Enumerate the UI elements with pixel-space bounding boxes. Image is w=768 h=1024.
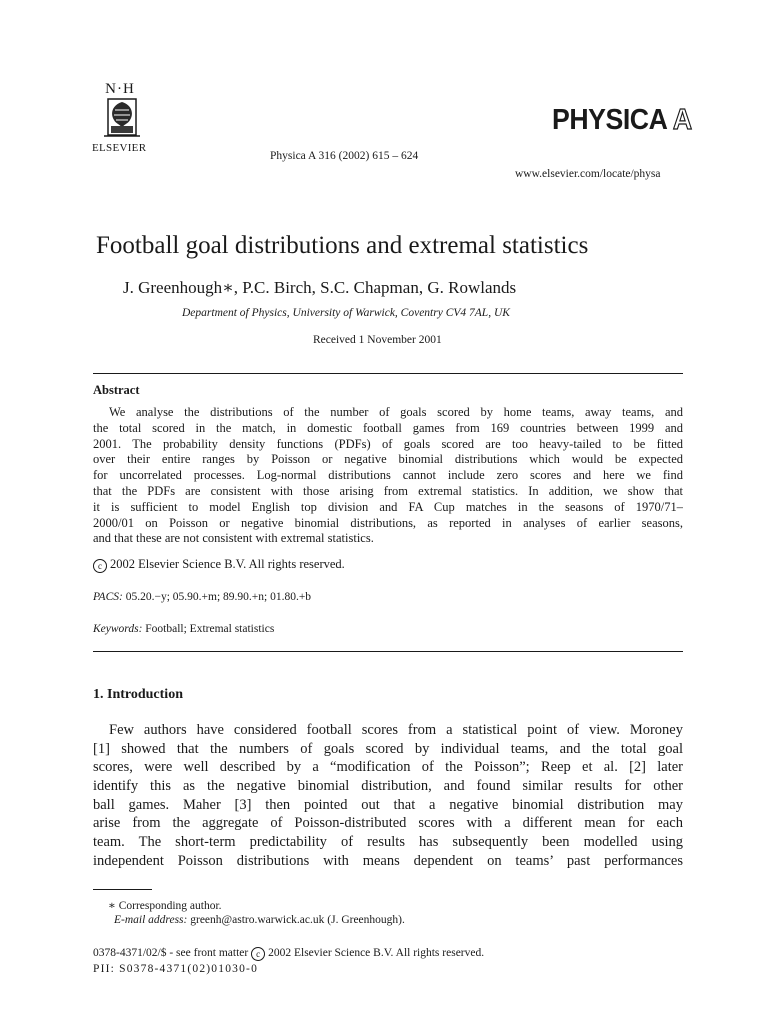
copyright-icon: c: [93, 559, 107, 573]
pacs-label: PACS:: [93, 591, 123, 603]
abstract-line: We analyse the distributions of the number of goals scored by home teams, away teams, and: [109, 405, 683, 419]
front-matter: [93, 947, 484, 961]
journal-logo-letter: A: [672, 104, 692, 136]
north-holland-mark: N·H: [105, 81, 135, 97]
copyright-icon: c: [251, 947, 265, 961]
abstract-heading: Abstract: [93, 383, 140, 397]
divider-bottom: [93, 651, 683, 652]
journal-reference: Physica A 316 (2002) 615 – 624: [270, 150, 419, 162]
abstract-line: it is sufficient to model English top division and FA Cup matches in the seasons of 1970/71–: [93, 499, 683, 514]
intro-line: identify this as the negative binomial distribution, and found similar results for other: [93, 778, 683, 795]
article-title: Football goal distributions and extremal statistics: [96, 232, 589, 259]
footnote-corresponding: ∗ Corresponding author.: [108, 900, 222, 912]
copyright-text: 2002 Elsevier Science B.V. All rights reserved.: [110, 557, 345, 571]
journal-logo: [552, 104, 692, 137]
intro-line: ball games. Maher [3] then pointed out that a negative binomial distribution may: [93, 796, 683, 813]
received-date: Received 1 November 2001: [313, 334, 442, 346]
intro-line: arise from the aggregate of Poisson-distributed scores with a different mean for each: [93, 815, 683, 832]
abstract-line: 2000/01 on Poisson or negative binomial distributions, as reported in analyses of earlier seasons,: [93, 515, 683, 530]
abstract-copyright: [93, 557, 345, 573]
divider-top: [93, 373, 683, 374]
pacs-codes: [93, 591, 311, 603]
abstract-body: [93, 405, 683, 547]
elsevier-logo: [92, 82, 158, 154]
email-address[interactable]: greenh@astro.warwick.ac.uk (J. Greenhough).: [190, 914, 405, 926]
footnote-rule: [93, 889, 152, 890]
journal-logo-main: PHYSICA: [552, 104, 668, 136]
abstract-line: the total scored in the match, in domestic football games from 169 countries between 1999 and: [93, 420, 683, 435]
footnote-email: [114, 914, 405, 926]
journal-url[interactable]: www.elsevier.com/locate/physa: [515, 168, 661, 180]
keywords-values: Football; Extremal statistics: [145, 623, 275, 635]
abstract-line: that the PDFs are consistent with those arising from extremal statistics. In addition, we show that: [93, 483, 683, 498]
author-list: J. Greenhough∗, P.C. Birch, S.C. Chapman, G. Rowlands: [123, 278, 517, 297]
issn: 0378-4371/02/$ - see front matter: [93, 947, 249, 959]
email-label: E-mail address:: [114, 914, 188, 926]
abstract-line: and that these are not consistent with extremal statistics.: [93, 531, 374, 546]
pacs-values: 05.20.−y; 05.90.+m; 89.90.+n; 01.80.+b: [125, 591, 312, 603]
introduction-body: [93, 721, 683, 871]
abstract-line: 2001. The probability density functions (PDFs) of goals scored are too heavy-tailed to be fitted: [93, 436, 683, 451]
intro-line: independent Poisson distributions with means dependent on teams’ past performances: [93, 852, 683, 869]
intro-line: team. The short-term predictability of results has subsequently been modelled using: [93, 834, 683, 851]
front-copyright: 2002 Elsevier Science B.V. All rights reserved.: [268, 947, 485, 959]
abstract-line: over their entire ranges by Poisson or negative binomial distributions which would be expected: [93, 452, 683, 467]
elsevier-wordmark: ELSEVIER: [92, 142, 147, 154]
affiliation: Department of Physics, University of Warwick, Coventry CV4 7AL, UK: [182, 307, 510, 319]
section-heading: 1. Introduction: [93, 687, 183, 702]
intro-line: [1] showed that the numbers of goals scored by individual teams, and the total goal: [93, 740, 683, 757]
pii: PII: S0378-4371(02)01030-0: [93, 963, 259, 975]
intro-line: Few authors have considered football scores from a statistical point of view. Moroney: [109, 722, 683, 738]
elsevier-tree-icon: [102, 96, 142, 140]
keywords-label: Keywords:: [93, 623, 143, 635]
abstract-line: for uncorrelated processes. Log-normal distributions cannot include zero scores and here we find: [93, 468, 683, 483]
intro-line: scores, were well described by a “modification of the Poisson”; Reep et al. [2] later: [93, 759, 683, 776]
keywords: [93, 623, 274, 635]
